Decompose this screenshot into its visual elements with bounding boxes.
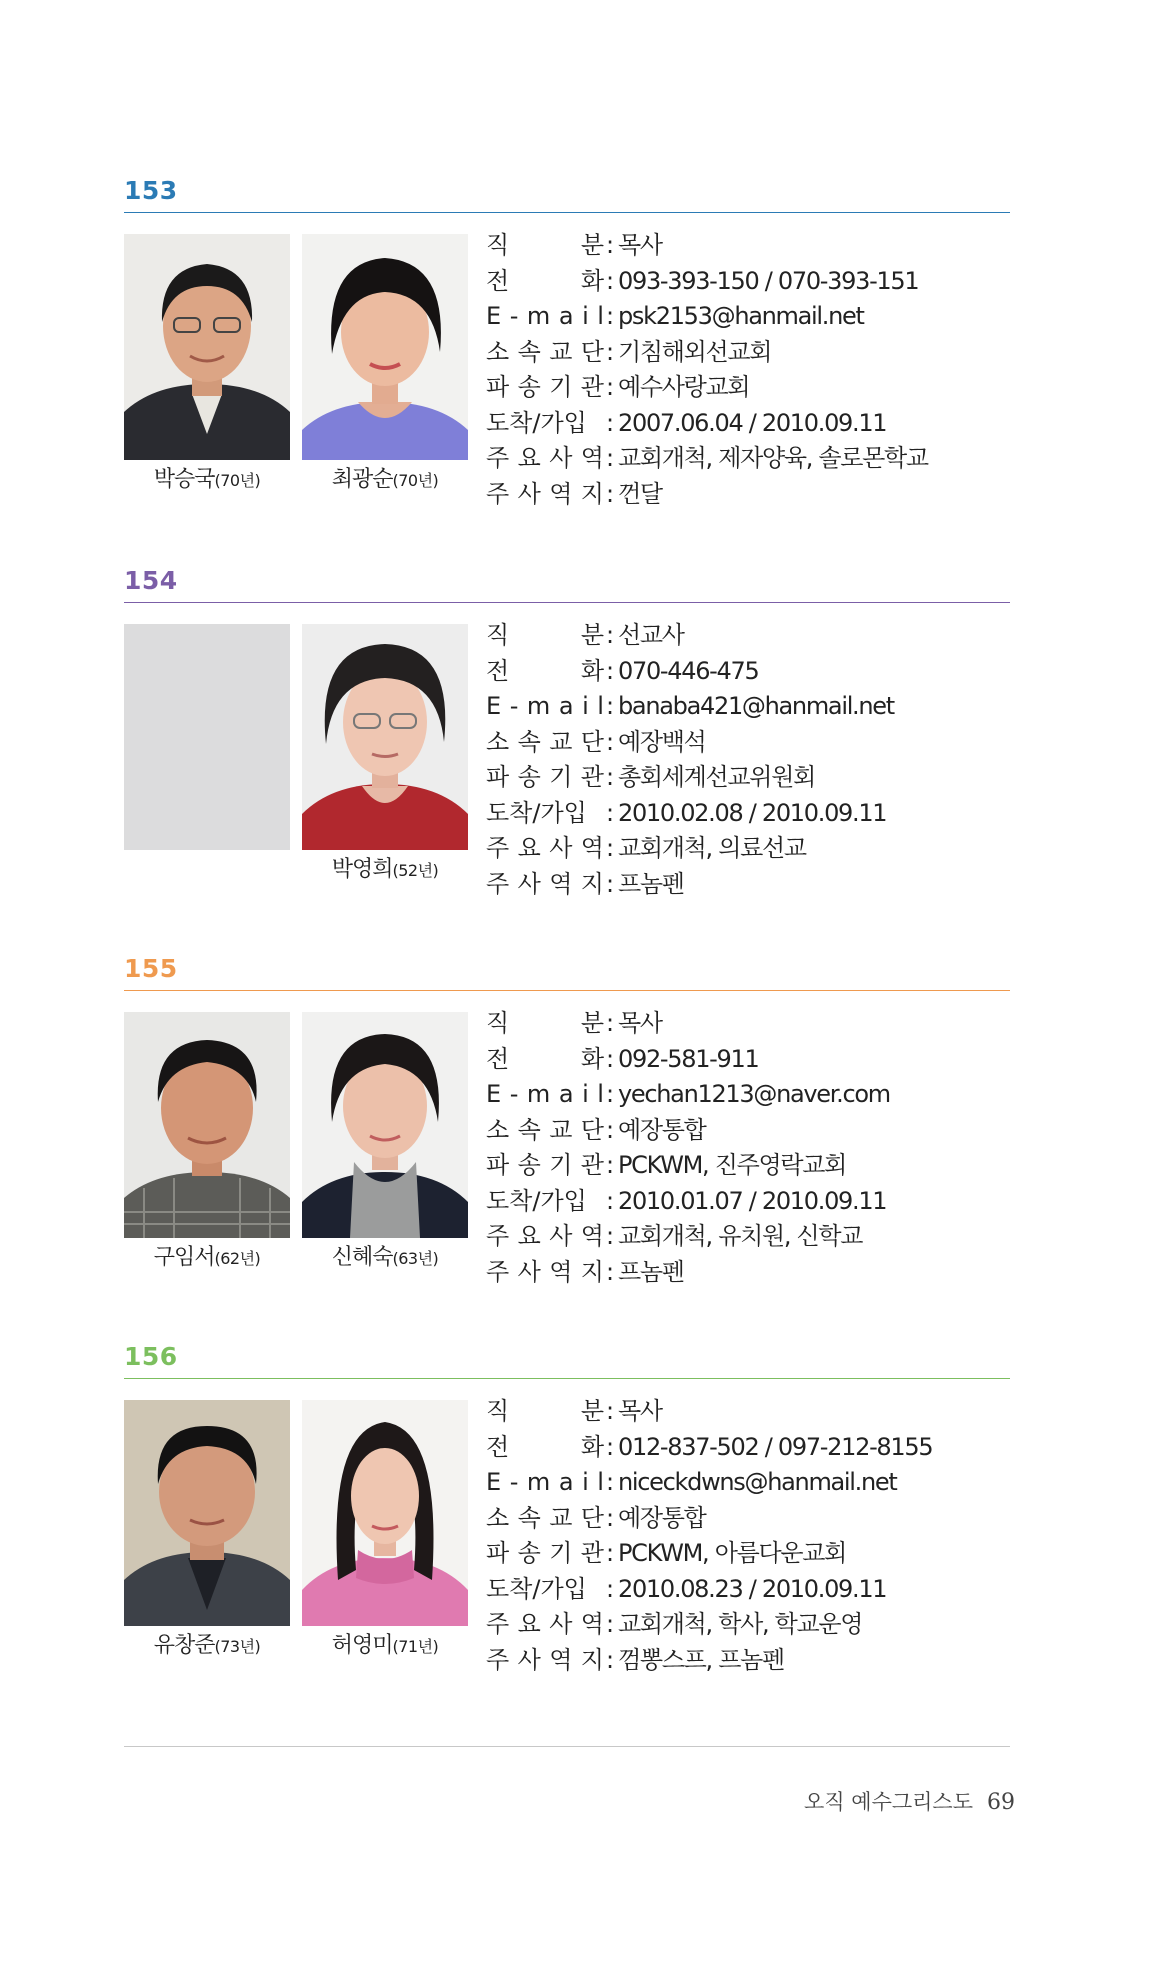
info-row-phone: 전 화 : 070-446-475: [486, 656, 759, 685]
entry-154: [124, 566, 1010, 946]
info-row-arrival: 도착/가입 : 2010.02.08 / 2010.09.11: [486, 798, 887, 827]
info-row-denomination: 소 속 교 단 : 기침해외선교회: [486, 337, 772, 366]
info-row-phone: 전 화 : 092-581-911: [486, 1044, 759, 1073]
info-block: [486, 618, 1006, 902]
info-row-email: E - m a i l : niceckdwns@hanmail.net: [486, 1468, 897, 1496]
info-row-phone: 전 화 : 093-393-150 / 070-393-151: [486, 266, 919, 295]
info-block: [486, 1006, 1006, 1290]
person-caption: 구임서(62년): [153, 1245, 261, 1270]
info-row-denomination: 소 속 교 단 : 예장통합: [486, 1115, 706, 1144]
info-row-main-work: 주 요 사 역 : 교회개척, 학사, 학교운영: [486, 1610, 863, 1638]
info-row-position: 직 분 : 선교사: [486, 621, 684, 649]
entry-number: 156: [124, 1342, 178, 1371]
page-footer: [700, 1786, 1015, 1816]
info-row-position: 직 분 : 목사: [486, 1009, 662, 1037]
info-block: [486, 1394, 1006, 1678]
portrait-photo: [302, 1012, 468, 1238]
entry-divider: [124, 212, 1010, 213]
entry-153: [124, 176, 1010, 556]
portrait-photo: [124, 1012, 290, 1238]
person-caption: 최광순(70년): [331, 467, 439, 492]
footer-divider: [124, 1746, 1010, 1747]
info-row-sending-org: 파 송 기 관 : PCKWM, 진주영락교회: [486, 1151, 847, 1179]
info-row-position: 직 분 : 목사: [486, 231, 662, 259]
info-row-arrival: 도착/가입 : 2007.06.04 / 2010.09.11: [486, 408, 887, 437]
person-caption: 신혜숙(63년): [331, 1245, 439, 1270]
info-row-field: 주 사 역 지 : 프놈펜: [486, 869, 684, 898]
person-caption: 박영희(52년): [331, 857, 439, 882]
portrait-photo: [124, 234, 290, 460]
entry-divider: [124, 990, 1010, 991]
footer-title: 오직 예수그리스도: [804, 1790, 973, 1814]
info-row-phone: 전 화 : 012-837-502 / 097-212-8155: [486, 1432, 933, 1461]
portrait-photo: [302, 624, 468, 850]
person-caption: 허영미(71년): [331, 1633, 439, 1658]
page-number: 69: [987, 1790, 1015, 1815]
info-row-denomination: 소 속 교 단 : 예장통합: [486, 1503, 706, 1532]
info-block: [486, 228, 1006, 512]
entry-156: [124, 1342, 1010, 1722]
entry-number: 155: [124, 954, 178, 983]
entry-divider: [124, 1378, 1010, 1379]
info-row-main-work: 주 요 사 역 : 교회개척, 유치원, 신학교: [486, 1222, 863, 1250]
info-row-email: E - m a i l : yechan1213@naver.com: [486, 1080, 890, 1108]
portrait-photo: [302, 234, 468, 460]
info-row-denomination: 소 속 교 단 : 예장백석: [486, 727, 706, 756]
info-row-field: 주 사 역 지 : 껌뽕스프, 프놈펜: [486, 1645, 784, 1674]
photo-placeholder: [124, 624, 290, 850]
portrait-photo: [124, 1400, 290, 1626]
info-row-field: 주 사 역 지 : 껀달: [486, 479, 662, 508]
entry-number: 154: [124, 566, 178, 595]
entry-divider: [124, 602, 1010, 603]
info-row-main-work: 주 요 사 역 : 교회개척, 의료선교: [486, 834, 806, 862]
info-row-email: E - m a i l : banaba421@hanmail.net: [486, 692, 894, 720]
portrait-photo: [302, 1400, 468, 1626]
person-caption: 박승국(70년): [153, 467, 261, 492]
person-caption: 유창준(73년): [153, 1633, 261, 1658]
entry-number: 153: [124, 176, 178, 205]
info-row-email: E - m a i l : psk2153@hanmail.net: [486, 302, 864, 330]
info-row-sending-org: 파 송 기 관 : 총회세계선교위원회: [486, 763, 815, 791]
info-row-sending-org: 파 송 기 관 : 예수사랑교회: [486, 373, 750, 401]
info-row-position: 직 분 : 목사: [486, 1397, 662, 1425]
info-row-arrival: 도착/가입 : 2010.08.23 / 2010.09.11: [486, 1574, 887, 1603]
info-row-field: 주 사 역 지 : 프놈펜: [486, 1257, 684, 1286]
info-row-main-work: 주 요 사 역 : 교회개척, 제자양육, 솔로몬학교: [486, 444, 928, 472]
entry-155: [124, 954, 1010, 1334]
info-row-arrival: 도착/가입 : 2010.01.07 / 2010.09.11: [486, 1186, 887, 1215]
info-row-sending-org: 파 송 기 관 : PCKWM, 아름다운교회: [486, 1539, 847, 1567]
